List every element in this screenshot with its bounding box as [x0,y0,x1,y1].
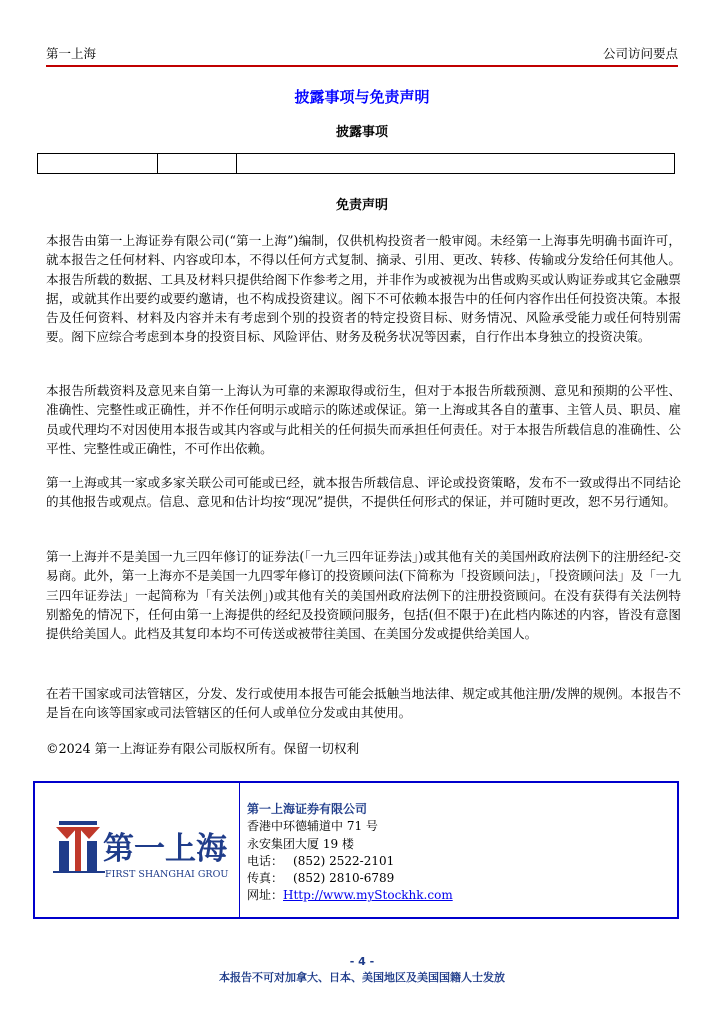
disclaimer-heading: 免责声明 [335,198,388,213]
company-info [247,801,453,905]
paragraph-1: 本报告由第一上海证券有限公司(“第一上海”)编制，仅供机构投资者一般审阅。未经第一上海事先明确书面许可，就本报告之任何材料、内容或印本，不得以任何方式复制、摘录、引用、更改、转移、传输或分发给任何其他人。本报告所载的数据、工具及材料只提供给阁下作参考之用，并非作为或被视为出售或购买或认购证券或其它金融票据，或就其作出要约或要约邀请，也不构成投资建议。阁下不可依赖本报告中的任何内容作出任何投资决策。本报告及任何资料、材料及内容并未有考虑到个别的投资者的特定投资目标、财务情况、风险承受能力或任何特别需要。阁下应综合考虑到本身的投资目标、风险评估、财务及税务状况等因素，自行作出本身独立的投资决策。 [46,233,681,345]
header-left: 第一上海 [46,46,97,61]
company-phone-row [247,853,453,870]
contact-box [33,781,679,919]
company-fax-row [247,870,453,887]
logo-english-text: FIRST SHANGHAI GROUP [105,869,229,880]
fax-label: 传真： [247,871,284,886]
company-logo [53,821,229,881]
website-link[interactable]: Http://www.myStockhk.com [283,888,453,903]
disclosure-heading: 披露事项 [335,125,388,140]
company-address-1: 香港中环德辅道中 71 号 [247,819,378,834]
paragraph-5: 在若干国家或司法管辖区，分发、发行或使用本报告可能会抵触当地法律、规定或其他注册/发牌的规例。本报告不是旨在向该等国家或司法管辖区的任何人或单位分发或由其使用。 [46,686,681,721]
company-address-2: 永安集团大厦 19 楼 [247,836,354,851]
fax-value: (852) 2810-6789 [293,871,395,886]
company-name: 第一上海证券有限公司 [247,802,368,816]
header-right: 公司访问要点 [602,46,678,61]
disclosure-cell [38,154,158,174]
page-header [46,44,678,66]
box-divider [239,783,240,917]
copyright: ©2024 第一上海证券有限公司版权所有。保留一切权利 [46,741,360,756]
logo-chinese-text: 第一上海 [103,831,227,867]
header-rule [46,65,678,67]
disclosure-table [37,153,675,174]
disclosure-cell [237,154,675,174]
paragraph-2: 本报告所载资料及意见来自第一上海认为可靠的来源取得或衍生，但对于本报告所载预测、意见和预期的公平性、准确性、完整性或正确性，并不作任何明示或暗示的陈述或保证。第一上海或其各自的董事、主管人员、职员、雇员或代理均不对因使用本报告或其内容或与此相关的任何损失而承担任何责任。对于本报告所载信息的准确性、公平性、完整性或正确性，不可作出依赖。 [46,383,681,456]
page-number: - 4 - [349,955,375,968]
phone-value: (852) 2522-2101 [293,853,395,868]
phone-label: 电话： [247,853,284,868]
disclosure-cell [158,154,237,174]
paragraph-4: 第一上海并不是美国一九三四年修订的证券法(「一九三四年证券法」)或其他有关的美国州政府法例下的注册经纪-交易商。此外，第一上海亦不是美国一九四零年修订的投资顾问法(下简称为「投资顾问法」，「投资顾问法」及「一九三四年证券法」一起简称为「有关法例」)或其他有关的美国州政府法例下的注册投资顾问。在没有获得有关法例特别豁免的情况下，任何由第一上海提供的经纪及投资顾问服务，包括(但不限于)在此档内陈述的内容，皆没有意图提供给美国人。此档及其复印本均不可传送或被带往美国、在美国分发或提供给美国人。 [46,549,681,642]
web-label: 网址： [247,888,284,903]
company-web-row [247,887,453,904]
logo-mark [53,821,229,881]
page-title: 披露事项与免责声明 [294,88,430,106]
distribution-note: 本报告不可对加拿大、日本、美国地区及美国国籍人士发放 [219,971,505,984]
paragraph-3: 第一上海或其一家或多家关联公司可能或已经，就本报告所载信息、评论或投资策略，发布不一致或得出不同结论的其他报告或观点。信息、意见和估计均按“现况”提供，不提供任何形式的保证，并可随时更改，恕不另行通知。 [46,475,681,510]
